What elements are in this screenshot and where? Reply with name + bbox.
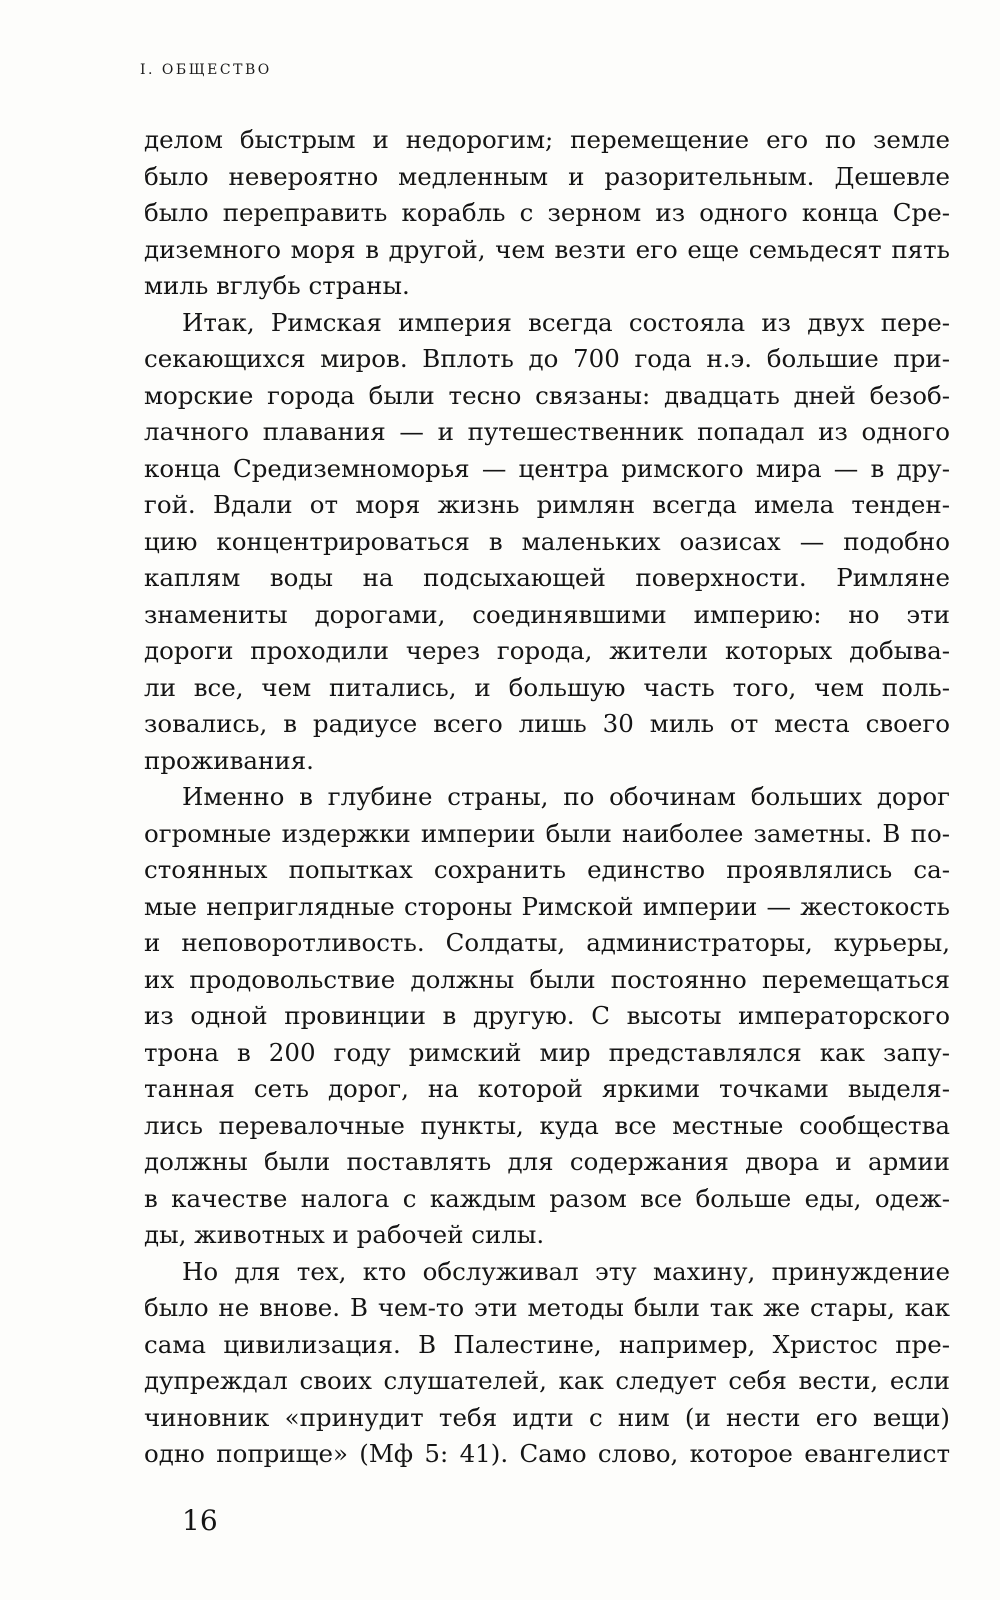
text-line: ли все, чем питались, и большую часть того, чем поль- xyxy=(144,672,950,702)
text-line: диземного моря в другой, чем везти его еще семьдесят пять xyxy=(144,234,950,264)
text-line: Итак, Римская империя всегда состояла из двух пере- xyxy=(182,307,950,337)
text-line: огромные издержки империи были наиболее заметны. В по- xyxy=(144,818,950,848)
running-head: I. ОБЩЕСТВО xyxy=(140,62,272,78)
text-line: гой. Вдали от моря жизнь римлян всегда имела тенден- xyxy=(144,490,950,519)
text-line: зовались, в радиусе всего лишь 30 миль от места своего xyxy=(144,709,950,738)
text-line: каплям воды на подсыхающей поверхности. Римляне xyxy=(144,563,950,592)
text-line: сама цивилизация. В Палестине, например, Христос пре- xyxy=(144,1329,950,1359)
text-line: должны были поставлять для содержания двора и армии xyxy=(144,1147,950,1176)
text-line: Именно в глубине страны, по обочинам больших дорог xyxy=(182,782,950,811)
text-line: знамениты дорогами, соединявшими империю: но эти xyxy=(144,599,950,629)
text-line: миль вглубь страны. xyxy=(144,271,410,300)
text-line: танная сеть дорог, на которой яркими точками выделя- xyxy=(144,1074,950,1103)
text-line: дупреждал своих слушателей, как следует себя вести, если xyxy=(144,1366,950,1395)
text-line: и неповоротливость. Солдаты, администраторы, курьеры, xyxy=(144,928,950,957)
text-line: стоянных попытках сохранить единство проявлялись са- xyxy=(144,855,950,884)
text-line: ды, животных и рабочей силы. xyxy=(144,1220,545,1249)
text-line: цию концентрироваться в маленьких оазисах — подобно xyxy=(144,526,950,556)
text-line: лись перевалочные пункты, куда все местные сообщества xyxy=(144,1110,950,1140)
text-line: проживания. xyxy=(144,745,314,775)
text-line: чиновник «принудит тебя идти с ним (и нести его вещи) xyxy=(144,1402,950,1432)
text-line: из одной провинции в другую. С высоты императорского xyxy=(144,1001,950,1030)
text-line: дороги проходили через города, жители которых добыва- xyxy=(144,636,950,665)
text-line: морские города были тесно связаны: двадцать дней безоб- xyxy=(144,380,950,410)
text-line: лачного плавания — и путешественник попадал из одного xyxy=(144,417,950,446)
text-line: Но для тех, кто обслуживал эту махину, принуждение xyxy=(182,1256,950,1286)
text-line: делом быстрым и недорогим; перемещение его по земле xyxy=(144,125,950,154)
text-line: конца Средиземноморья — центра римского мира — в дру- xyxy=(144,453,950,483)
text-line: было не внове. В чем-то эти методы были так же стары, как xyxy=(144,1293,950,1322)
paragraph xyxy=(144,779,950,1254)
text-line: одно поприще» (Мф 5: 41). Само слово, которое евангелист xyxy=(144,1439,950,1468)
body-text xyxy=(144,122,950,1473)
text-line: мые неприглядные стороны Римской империи — жестокость xyxy=(144,891,950,921)
page-number: 16 xyxy=(182,1504,218,1537)
text-line: трона в 200 году римский мир представлялся как запу- xyxy=(144,1037,950,1067)
text-line: было переправить корабль с зерном из одного конца Сре- xyxy=(144,198,950,227)
paragraph xyxy=(144,305,950,780)
text-line: в качестве налога с каждым разом все больше еды, одеж- xyxy=(144,1183,950,1213)
paragraph xyxy=(144,1254,950,1473)
text-line: секающихся миров. Вплоть до 700 года н.э. большие при- xyxy=(144,344,950,373)
paragraph xyxy=(144,122,950,305)
text-line: их продовольствие должны были постоянно перемещаться xyxy=(144,964,950,994)
text-line: было невероятно медленным и разорительным. Дешевле xyxy=(144,161,950,191)
